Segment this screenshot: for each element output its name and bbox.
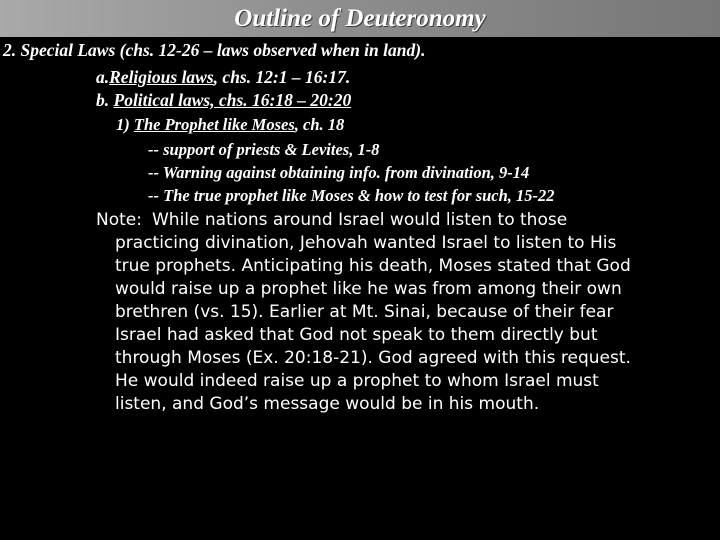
outline-item-a — [96, 66, 350, 88]
outline-sub-item-1 — [116, 114, 344, 135]
outline-point: -- support of priests & Levites, 1-8 — [148, 140, 380, 159]
item-b-link[interactable]: Political laws, chs. 16:18 – 20:20 — [113, 90, 352, 110]
note-line: would raise up a prophet like he was from among their own — [115, 279, 622, 299]
sub-1-rest: , ch. 18 — [294, 115, 345, 134]
outline-item-b — [96, 89, 351, 111]
outline-heading: 2. Special Laws (chs. 12-26 – laws observed when in land). — [3, 40, 426, 60]
outline-point: -- The true prophet like Moses & how to test for such, 15-22 — [148, 186, 555, 205]
note-block — [96, 209, 718, 416]
note-line: practicing divination, Jehovah wanted Israel to listen to His — [115, 233, 617, 253]
note-line: brethren (vs. 15). Earlier at Mt. Sinai, because of their fear — [115, 302, 614, 322]
item-a-link[interactable]: Religious laws — [109, 67, 214, 87]
note-line: true prophets. Anticipating his death, Moses stated that God — [115, 256, 631, 276]
note-line: listen, and God’s message would be in his mouth. — [115, 394, 540, 414]
item-b-prefix: b. — [96, 90, 114, 110]
note-label: Note: — [96, 210, 142, 230]
note-line: He would indeed raise up a prophet to whom Israel must — [115, 371, 599, 391]
item-a-prefix: a. — [96, 67, 110, 87]
slide-title: Outline of Deuteronomy — [234, 5, 486, 32]
sub-1-prefix: 1) — [116, 115, 134, 134]
sub-1-link[interactable]: The Prophet like Moses — [133, 115, 295, 134]
outline-point: -- Warning against obtaining info. from divination, 9-14 — [148, 163, 530, 182]
note-line — [96, 209, 718, 232]
note-line: through Moses (Ex. 20:18-21). God agreed with this request. — [115, 348, 631, 368]
item-a-rest: , chs. 12:1 – 16:17. — [213, 67, 351, 87]
note-line: Israel had asked that God not speak to them directly but — [115, 325, 598, 345]
note-text: While nations around Israel would listen to those — [151, 210, 568, 230]
